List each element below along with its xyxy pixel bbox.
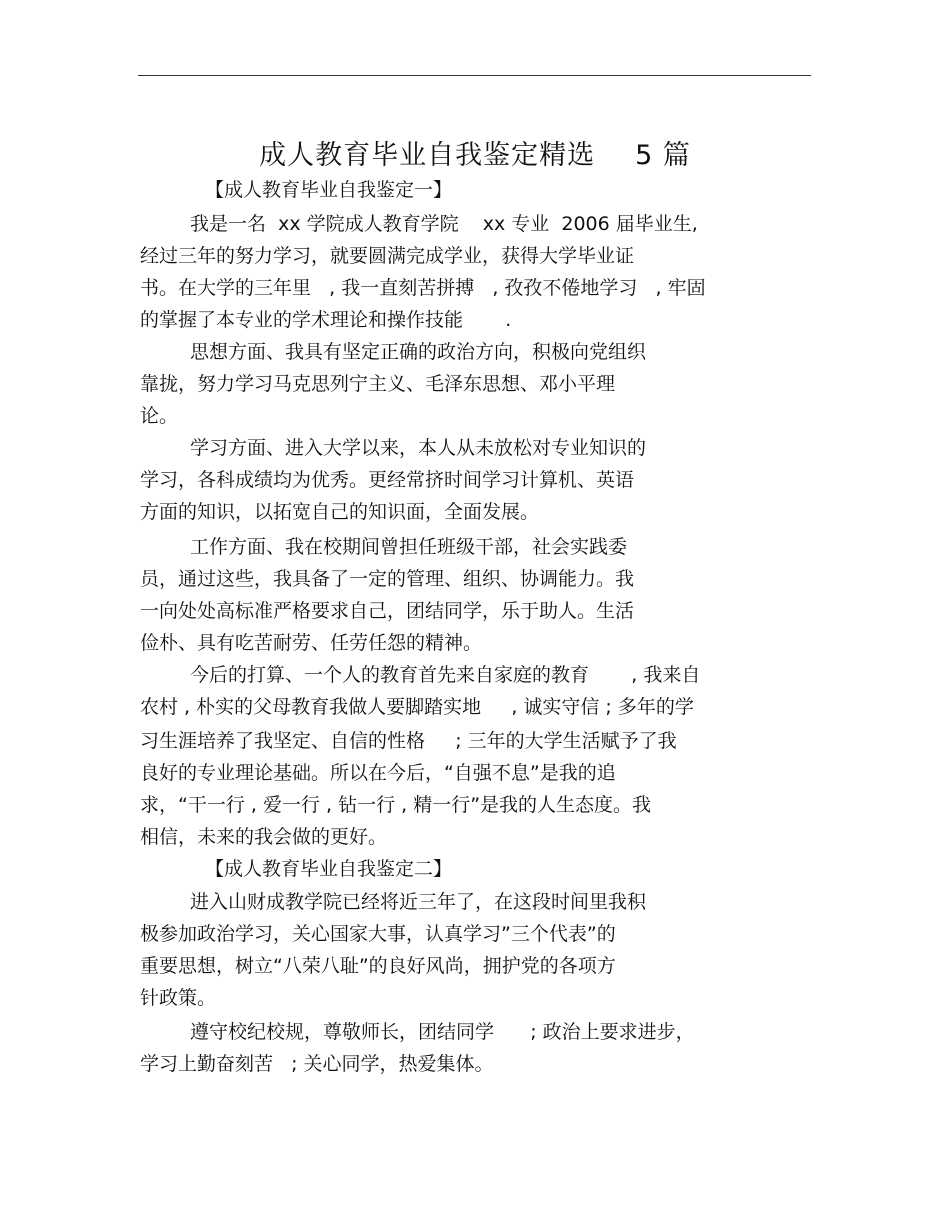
header-rule — [138, 75, 811, 76]
body-line: 重要思想，树立“八荣八耻”的良好风尚，拥护党的各项方 — [140, 955, 616, 977]
body-line: 针政策。 — [140, 987, 217, 1009]
body-line: 进入山财成教学院已经将近三年了，在这段时间里我积 — [190, 891, 647, 913]
title-text: 成人教育毕业自我鉴定精选 — [259, 140, 596, 171]
body-line: 学习方面、进入大学以来，本人从未放松对专业知识的 — [190, 437, 647, 459]
body-line: 工作方面、我在校期间曾担任班级干部，社会实践委 — [190, 536, 628, 558]
body-line: 经过三年的努力学习，就要圆满完成学业，获得大学毕业证 — [140, 245, 635, 267]
body-line: 思想方面、我具有坚定正确的政治方向，积极向党组织 — [190, 341, 647, 363]
body-line: 的掌握了本专业的学术理论和操作技能 . — [140, 309, 512, 331]
body-line: 农村 , 朴实的父母教育我做人要脚踏实地 , 诚实守信 ; 多年的学 — [140, 696, 694, 718]
body-line: 今后的打算、一个人的教育首先来自家庭的教育 , 我来自 — [190, 664, 701, 686]
body-line: 书。在大学的三年里 , 我一直刻苦拼搏 , 孜孜不倦地学习 , 牢固 — [140, 277, 706, 299]
section-heading: 【成人教育毕业自我鉴定二】 — [205, 858, 453, 880]
body-line: 我是一名 xx 学院成人教育学院 xx 专业 2006 届毕业生, — [190, 213, 698, 235]
body-line: 员，通过这些，我具备了一定的管理、组织、协调能力。我 — [140, 568, 635, 590]
body-line: 学习，各科成绩均为优秀。更经常挤时间学习计算机、英语 — [140, 469, 635, 491]
body-line: 习生涯培养了我坚定、自信的性格 ; 三年的大学生活赋予了我 — [140, 730, 677, 752]
body-line: 良好的专业理论基础。所以在今后，“自强不息”是我的追 — [140, 762, 616, 784]
body-line: 论。 — [140, 405, 179, 427]
body-line: 极参加政治学习，关心国家大事，认真学习”三个代表”的 — [140, 923, 616, 945]
body-line: 遵守校纪校规，尊敬师长，团结同学 ; 政治上要求进步， — [190, 1021, 695, 1043]
body-line: 相信，未来的我会做的更好。 — [140, 826, 388, 848]
body-line: 靠拢，努力学习马克思列宁主义、毛泽东思想、邓小平理 — [140, 373, 616, 395]
body-line: 学习上勤奋刻苦 ; 关心同学，热爱集体。 — [140, 1053, 494, 1075]
title-count: 5 篇 — [635, 140, 691, 171]
section-heading: 【成人教育毕业自我鉴定一】 — [205, 179, 453, 201]
body-line: 求，“干一行 , 爱一行 , 钻一行 , 精一行”是我的人生态度。我 — [140, 794, 652, 816]
body-line: 方面的知识，以拓宽自己的知识面，全面发展。 — [140, 501, 540, 523]
body-line: 一向处处高标准严格要求自己，团结同学，乐于助人。生活 — [140, 600, 635, 622]
page-title — [0, 136, 950, 176]
body-line: 俭朴、具有吃苦耐劳、任劳任怨的精神。 — [140, 632, 483, 654]
